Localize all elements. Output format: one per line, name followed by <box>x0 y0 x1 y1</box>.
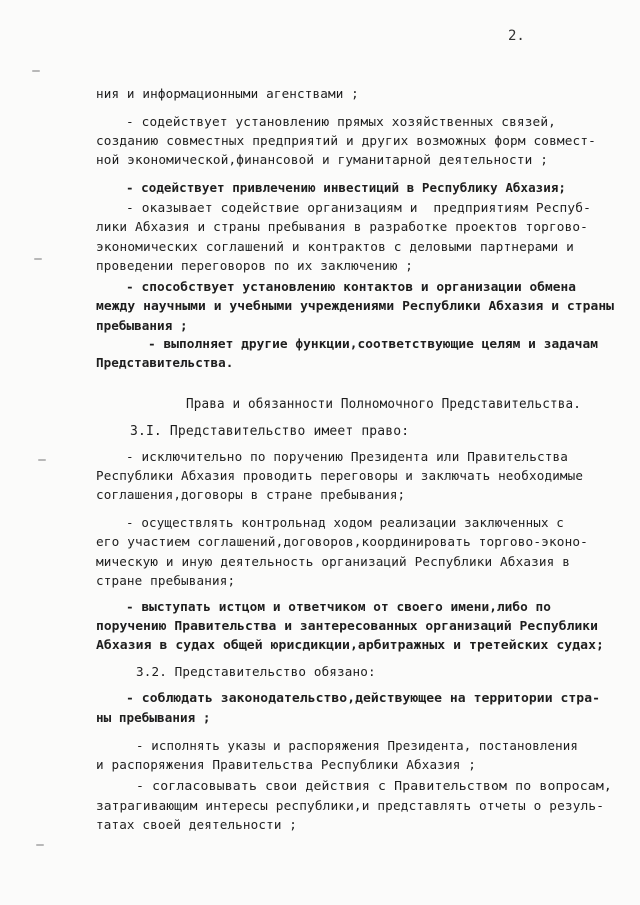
document-line: Республики Абхазия проводить переговоры и заключать необходимые <box>96 468 584 483</box>
document-line: 3.2. Представительство обязано: <box>136 664 376 679</box>
document-line: мическую и иную деятельность организаций Республики Абхазия в <box>96 554 570 569</box>
margin-mark <box>38 459 46 461</box>
document-line: и распоряжения Правительства Республики Абхазия ; <box>96 757 477 772</box>
document-line: - содействует установлению прямых хозяйственных связей, <box>126 114 556 129</box>
document-line: - оказывает содействие организациям и предприятиям Респуб- <box>126 200 592 215</box>
document-line: ны пребывания ; <box>96 710 211 725</box>
document-line: ной экономической,финансовой и гуманитарной деятельности ; <box>96 152 549 167</box>
document-line: - выполняет другие функции,соответствующие целям и задачам <box>148 336 599 351</box>
document-line: Права и обязанности Полномочного Представительства. <box>186 397 582 412</box>
margin-mark <box>36 844 44 846</box>
margin-mark <box>34 258 42 260</box>
document-line: Представительства. <box>96 355 234 370</box>
document-line: соглашения,договоры в стране пребывания; <box>96 487 406 502</box>
page-number: 2. <box>508 28 525 44</box>
document-line: - соблюдать законодательство,действующее на территории стра- <box>126 690 601 705</box>
document-line: - содействует привлечению инвестиций в Республику Абхазия; <box>126 180 567 195</box>
document-line: татах своей деятельности ; <box>96 817 298 832</box>
document-line: - способствует установлению контактов и организации обмена <box>126 279 577 294</box>
document-line: поручению Правительства и зантересованных организаций Республики <box>96 618 598 633</box>
document-line: пребывания ; <box>96 318 188 333</box>
document-line: его участием соглашений,договоров,координировать торгово-эконо- <box>96 534 588 549</box>
document-line: - согласовывать свои действия с Правительством по вопросам, <box>136 778 613 793</box>
document-line: ния и информационными агенствами ; <box>96 86 359 101</box>
document-line: лики Абхазия и страны пребывания в разработке проектов торгово- <box>96 219 588 234</box>
document-line: затрагивающим интересы республики,и представлять отчеты о резуль- <box>96 798 605 813</box>
document-line: проведении переговоров по их заключению ; <box>96 258 414 273</box>
document-line: - исключительно по поручению Президента или Правительства <box>126 449 569 464</box>
document-line: экономических соглашений и контрактов с деловыми партнерами и <box>96 239 574 254</box>
document-line: - осуществлять контрольнад ходом реализации заключенных с <box>126 515 565 530</box>
margin-mark <box>32 70 40 72</box>
document-line: Абхазия в судах общей юрисдикции,арбитражных и третейских судах; <box>96 637 604 652</box>
document-line: - исполнять указы и распоряжения Президента, постановления <box>136 738 579 753</box>
document-line: созданию совместных предприятий и других возможных форм совмест- <box>96 133 597 148</box>
document-line: между научными и учебными учреждениями Республики Абхазия и страны <box>96 298 615 313</box>
document-line: стране пребывания; <box>96 573 236 588</box>
document-line: 3.I. Представительство имеет право: <box>130 424 410 439</box>
document-line: - выступать истцом и ответчиком от своего имени,либо по <box>126 599 552 614</box>
